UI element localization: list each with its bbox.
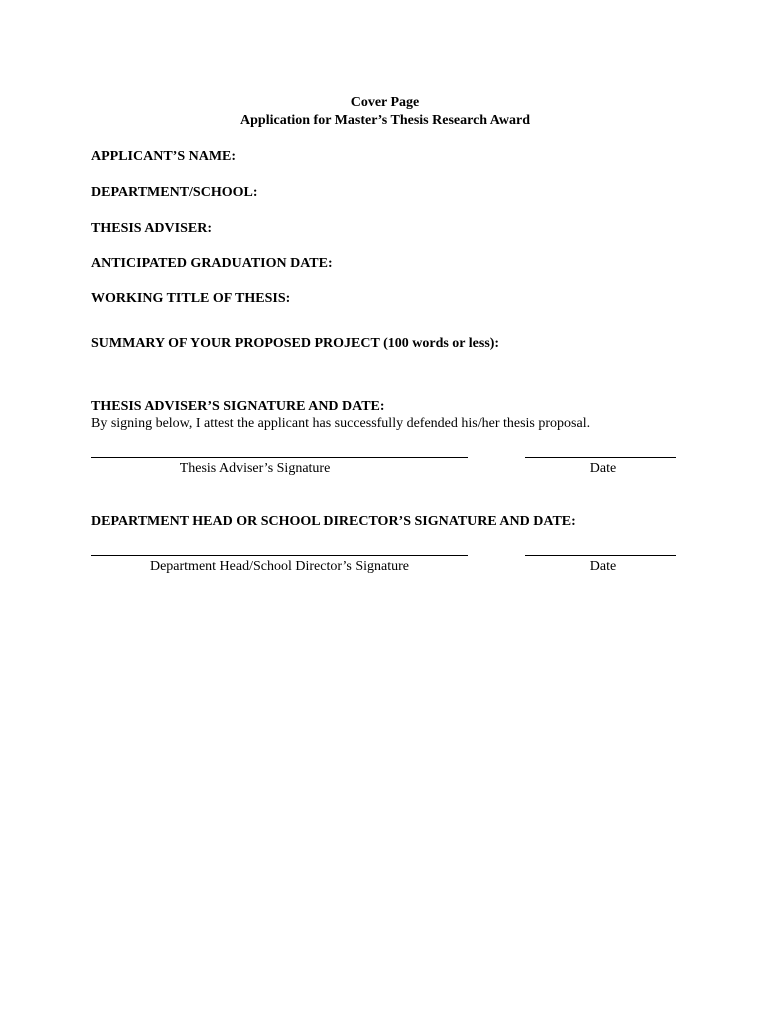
director-date-label: Date bbox=[589, 559, 617, 574]
applicant-name-label: APPLICANT’S NAME: bbox=[91, 149, 237, 164]
summary-label: SUMMARY OF YOUR PROPOSED PROJECT (100 words or less): bbox=[91, 336, 500, 351]
adviser-section-heading: THESIS ADVISER’S SIGNATURE AND DATE: bbox=[91, 399, 385, 414]
adviser-signature-line bbox=[91, 457, 468, 458]
department-school-label: DEPARTMENT/SCHOOL: bbox=[91, 185, 258, 200]
adviser-attestation: By signing below, I attest the applicant has successfully defended his/her thesis proposal. bbox=[91, 416, 591, 431]
director-date-line bbox=[525, 555, 676, 556]
page-subtitle: Application for Master’s Thesis Research Award bbox=[240, 113, 530, 128]
thesis-adviser-label: THESIS ADVISER: bbox=[91, 221, 212, 236]
director-signature-label: Department Head/School Director’s Signature bbox=[149, 559, 410, 574]
director-signature-line bbox=[91, 555, 468, 556]
page-title: Cover Page bbox=[350, 95, 420, 110]
adviser-date-line bbox=[525, 457, 676, 458]
adviser-signature-label: Thesis Adviser’s Signature bbox=[179, 461, 331, 476]
working-title-label: WORKING TITLE OF THESIS: bbox=[91, 291, 291, 306]
director-section-heading: DEPARTMENT HEAD OR SCHOOL DIRECTOR’S SIGNATURE AND DATE: bbox=[91, 514, 576, 529]
graduation-date-label: ANTICIPATED GRADUATION DATE: bbox=[91, 256, 333, 271]
adviser-date-label: Date bbox=[589, 461, 617, 476]
